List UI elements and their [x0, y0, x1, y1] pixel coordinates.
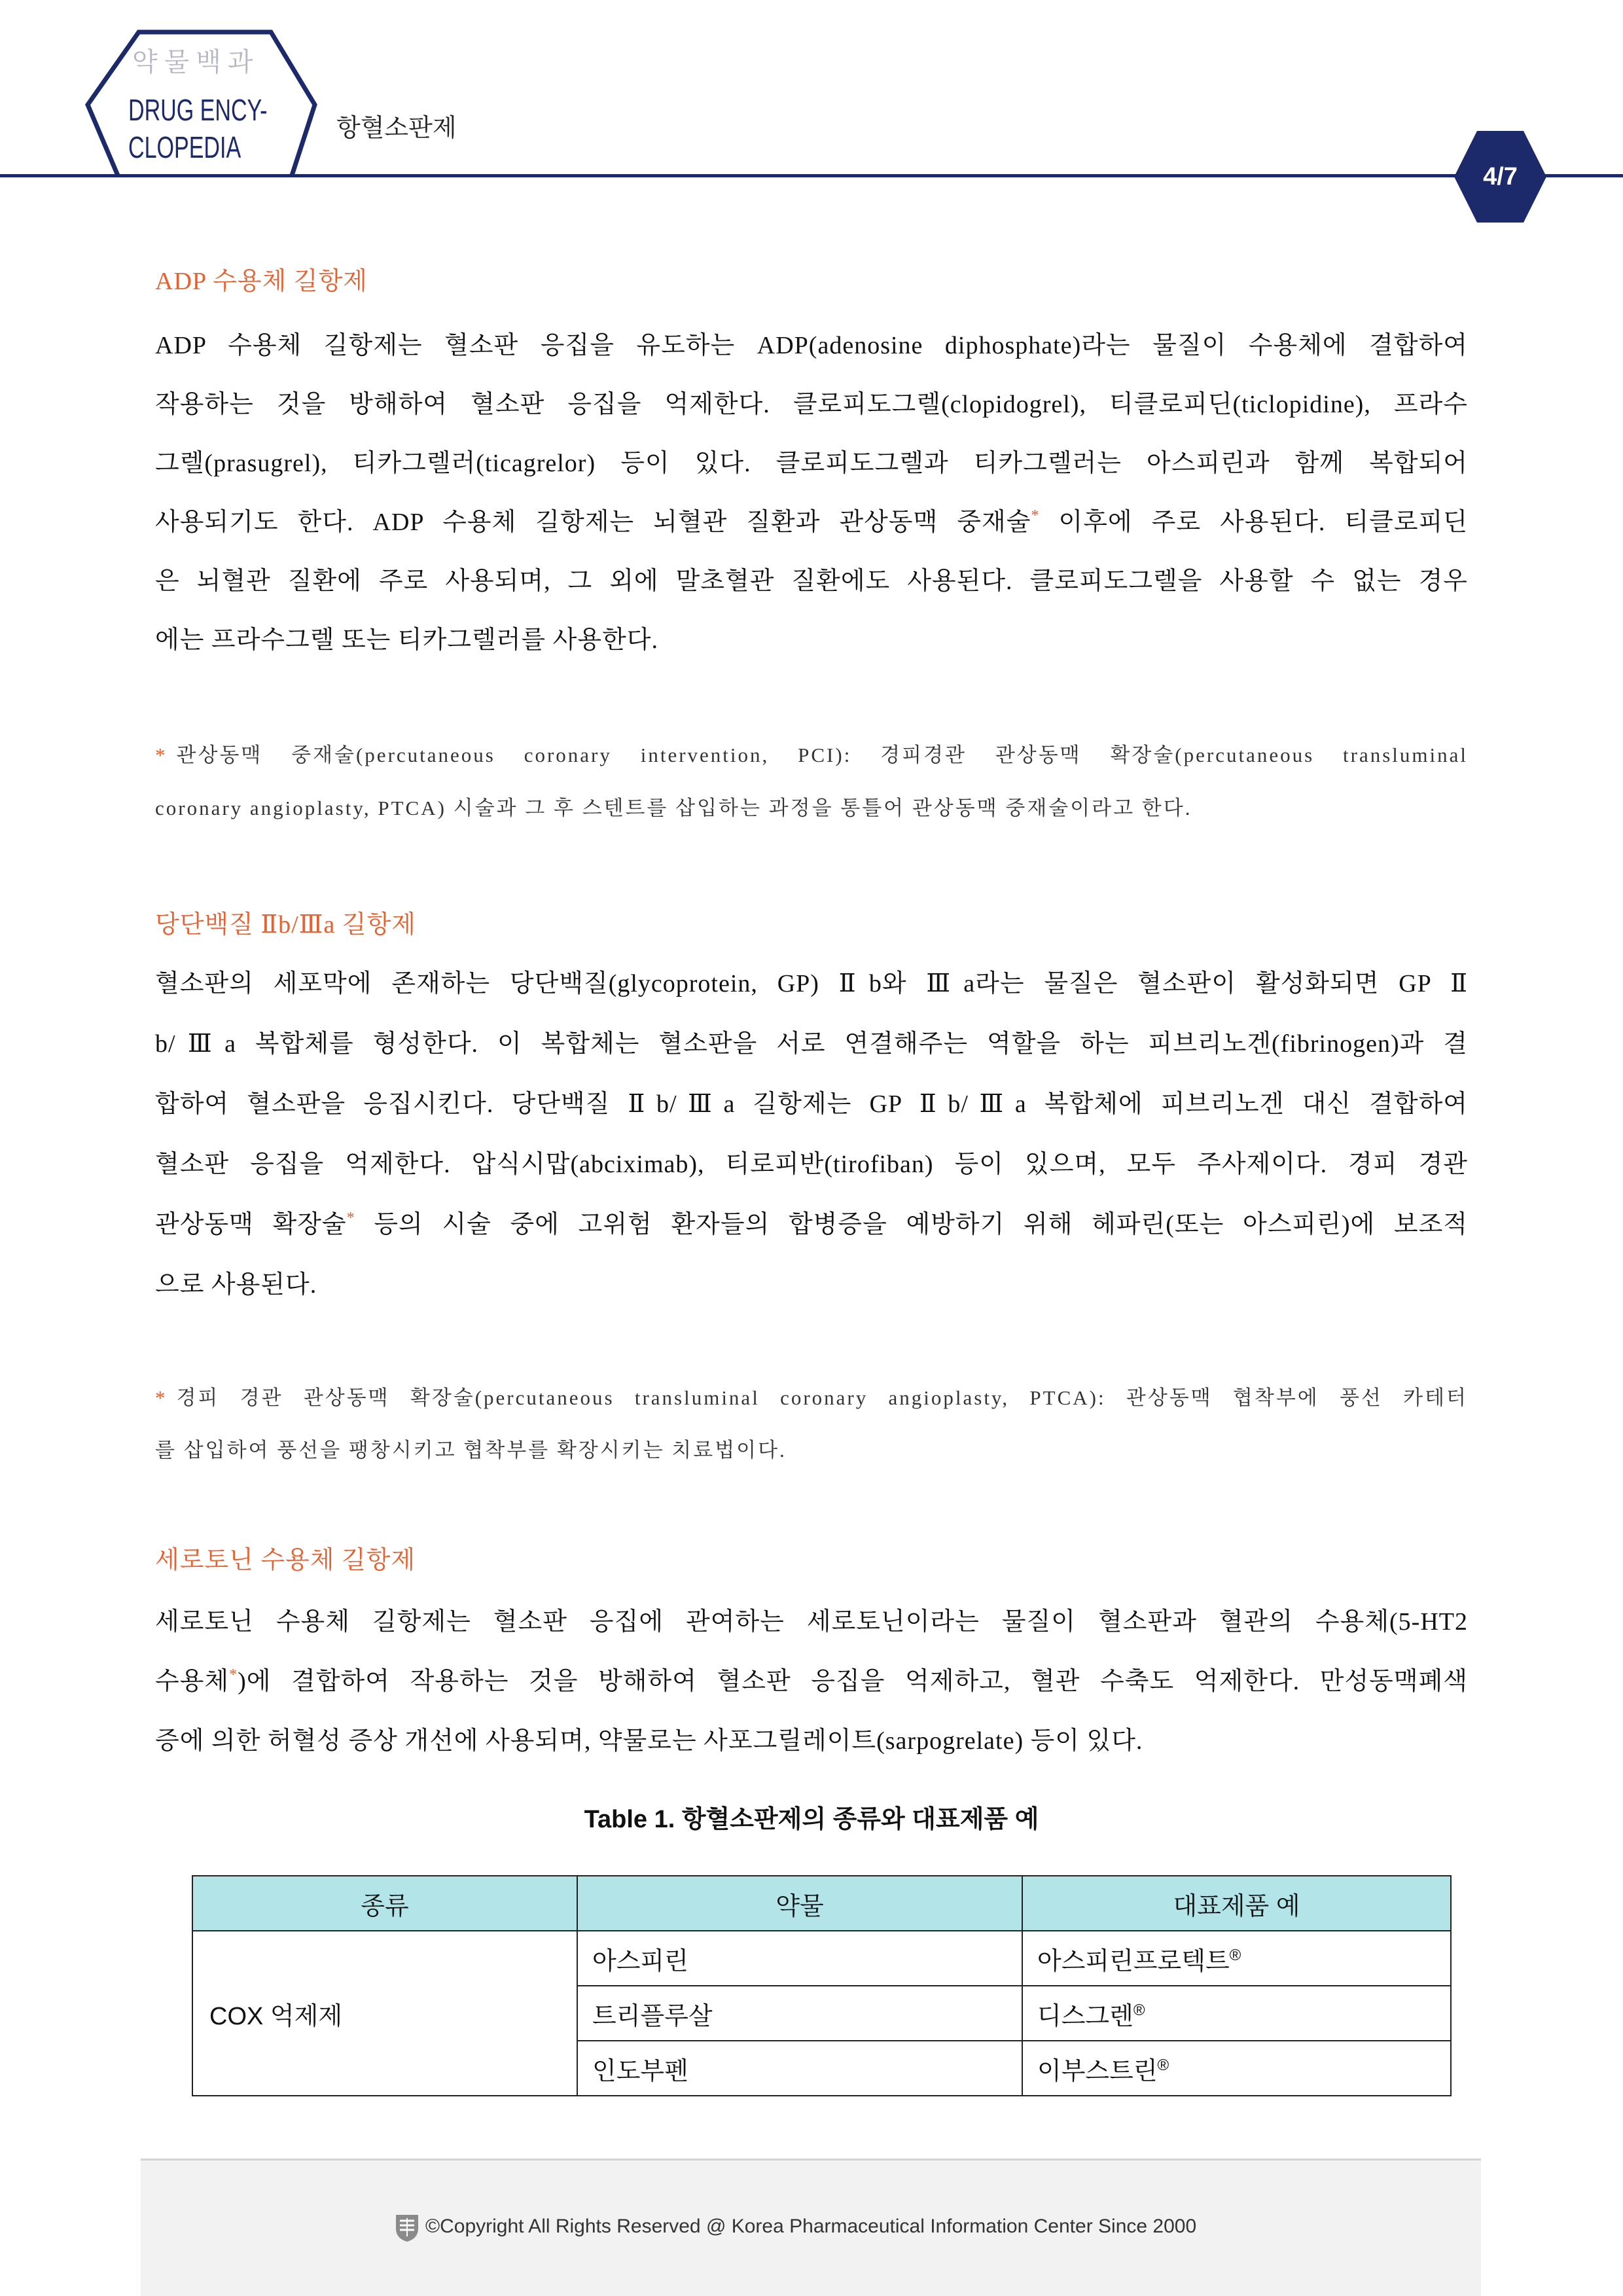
paragraph-line: ADP 수용체 길항제는 혈소판 응집을 유도하는 ADP(adenosine diphosphate)라는 물질이 수용체에 결합하여 — [155, 332, 1468, 359]
line-text: )에 결합하여 작용하는 것을 방해하여 혈소판 응집을 억제하고, 혈관 수축도 억제한다. 만성동맥폐색 — [238, 1668, 1468, 1695]
footnote-line — [155, 1372, 1468, 1424]
line-text: 관상동맥 확장술 — [155, 1211, 347, 1238]
footnote-line: coronary angioplasty, PTCA) 시술과 그 후 스텐트를 삽입하는 과정을 통틀어 관상동맥 중재술이라고 한다. — [155, 797, 1192, 819]
paragraph-line: 혈소판의 세포막에 존재하는 당단백질(glycoprotein, GP) Ⅱb와 Ⅲa라는 물질은 혈소판이 활성화되면 GP Ⅱ — [155, 970, 1468, 997]
paragraph-line: 에는 프라수그렐 또는 티카그렐러를 사용한다. — [155, 626, 658, 654]
section-heading: ADP 수용체 길항제 — [155, 268, 368, 295]
paragraph-line: 증에 의한 허혈성 증상 개선에 사용되며, 약물로는 사포그릴레이트(sarpogrelate) 등이 있다. — [155, 1727, 1143, 1755]
paragraph-line: b/Ⅲa 복합체를 형성한다. 이 복합체는 혈소판을 서로 연결해주는 역할을 하는 피브리노겐(fibrinogen)과 결 — [155, 1030, 1468, 1058]
footnote-text: 관상동맥 중재술(percutaneous coronary intervention, PCI): 경피경관 관상동맥 확장술(percutaneous transluminal — [176, 744, 1468, 766]
line-text: 이후에 주로 사용된다. 티클로피딘 — [1039, 509, 1468, 536]
paragraph-line: 혈소판 응집을 억제한다. 압식시맙(abciximab), 티로피반(tirofiban) 등이 있으며, 모두 주사제이다. 경피 경관 — [155, 1151, 1468, 1178]
antiplatelet-drug-table — [192, 1875, 1452, 2096]
product-name: 이부스트린 — [1037, 2057, 1158, 2085]
page-number: 4/7 — [1483, 162, 1518, 190]
section-body — [155, 954, 1468, 1315]
footnote-marker: * — [155, 1386, 168, 1409]
footnote-reference-mark: * — [1031, 507, 1040, 524]
product-cell — [1022, 1931, 1451, 1986]
registered-mark: ® — [1157, 2056, 1169, 2074]
logo-korean-text: 약물백과 — [132, 47, 260, 77]
section-heading: 세로토닌 수용체 길항제 — [155, 1547, 416, 1574]
footnote-text: 경피 경관 관상동맥 확장술(percutaneous transluminal coronary angioplasty, PTCA): 관상동맥 협착부에 풍선 카테터 — [176, 1386, 1468, 1409]
logo-english-line-2: CLOPEDIA — [128, 130, 241, 164]
registered-mark: ® — [1229, 1946, 1241, 1964]
drug-cell: 아스피린 — [577, 1931, 1022, 1986]
table-row — [192, 1931, 1451, 1986]
column-header-product: 대표제품 예 — [1022, 1876, 1451, 1931]
document-title: 항혈소판제 — [336, 115, 457, 142]
table-caption: Table 1. 항혈소판제의 종류와 대표제품 예 — [584, 1806, 1039, 1833]
paragraph-line: 작용하는 것을 방해하여 혈소판 응집을 억제한다. 클로피도그렐(clopidogrel), 티클로피딘(ticlopidine), 프라수 — [155, 391, 1468, 418]
footnote-marker: * — [155, 744, 168, 766]
column-header-class: 종류 — [192, 1876, 577, 1931]
drug-cell: 인도부펜 — [577, 2041, 1022, 2096]
registered-mark: ® — [1133, 2001, 1145, 2019]
line-text: 수용체 — [155, 1668, 230, 1695]
section-heading: 당단백질 Ⅱb/Ⅲa 길항제 — [155, 911, 416, 939]
footnote — [155, 728, 1468, 834]
product-cell — [1022, 1986, 1451, 2041]
kpic-emblem-icon — [394, 2213, 420, 2243]
paragraph-line — [155, 1652, 1468, 1712]
footnote-line — [155, 728, 1468, 781]
paragraph-line: 으로 사용된다. — [155, 1271, 317, 1299]
section-body — [155, 316, 1468, 670]
column-header-drug: 약물 — [577, 1876, 1022, 1931]
product-cell — [1022, 2041, 1451, 2096]
footnote — [155, 1372, 1468, 1477]
drug-cell: 트리플루살 — [577, 1986, 1022, 2041]
paragraph-line: 합하여 혈소판을 응집시킨다. 당단백질 Ⅱb/Ⅲa 길항제는 GP Ⅱb/Ⅲa 복합체에 피브리노겐 대신 결합하여 — [155, 1090, 1468, 1118]
footnote-reference-mark: * — [346, 1210, 355, 1227]
paragraph-line: 그렐(prasugrel), 티카그렐러(ticagrelor) 등이 있다. 클로피도그렐과 티카그렐러는 아스피린과 함께 복합되어 — [155, 450, 1468, 477]
paragraph-line — [155, 1194, 1468, 1255]
section-body — [155, 1592, 1468, 1771]
line-text: 등의 시술 중에 고위험 환자들의 합병증을 예방하기 위해 헤파린(또는 아스피린)에 보조적 — [355, 1211, 1468, 1238]
header-rule — [0, 174, 1623, 177]
paragraph-line — [155, 493, 1468, 552]
copyright-text: ©Copyright All Rights Reserved @ Korea Pharmaceutical Information Center Since 2000 — [425, 2215, 1197, 2237]
logo-english-line-1: DRUG ENCY- — [128, 93, 268, 127]
footnote-reference-mark: * — [229, 1666, 238, 1683]
paragraph-line: 은 뇌혈관 질환에 주로 사용되며, 그 외에 말초혈관 질환에도 사용된다. 클로피도그렐을 사용할 수 없는 경우 — [155, 567, 1468, 595]
page-footer — [141, 2159, 1481, 2296]
paragraph-line: 세로토닌 수용체 길항제는 혈소판 응집에 관여하는 세로토닌이라는 물질이 혈소판과 혈관의 수용체(5-HT2 — [155, 1608, 1468, 1636]
drug-class-cell: COX 억제제 — [192, 1931, 577, 2096]
product-name: 아스피린프로텍트 — [1037, 1947, 1230, 1975]
footnote-line: 를 삽입하여 풍선을 팽창시키고 협착부를 확장시키는 치료법이다. — [155, 1439, 787, 1462]
line-text: 사용되기도 한다. ADP 수용체 길항제는 뇌혈관 질환과 관상동맥 중재술 — [155, 509, 1031, 536]
product-name: 디스그렌 — [1037, 2002, 1133, 2030]
table-header-row — [192, 1876, 1451, 1931]
